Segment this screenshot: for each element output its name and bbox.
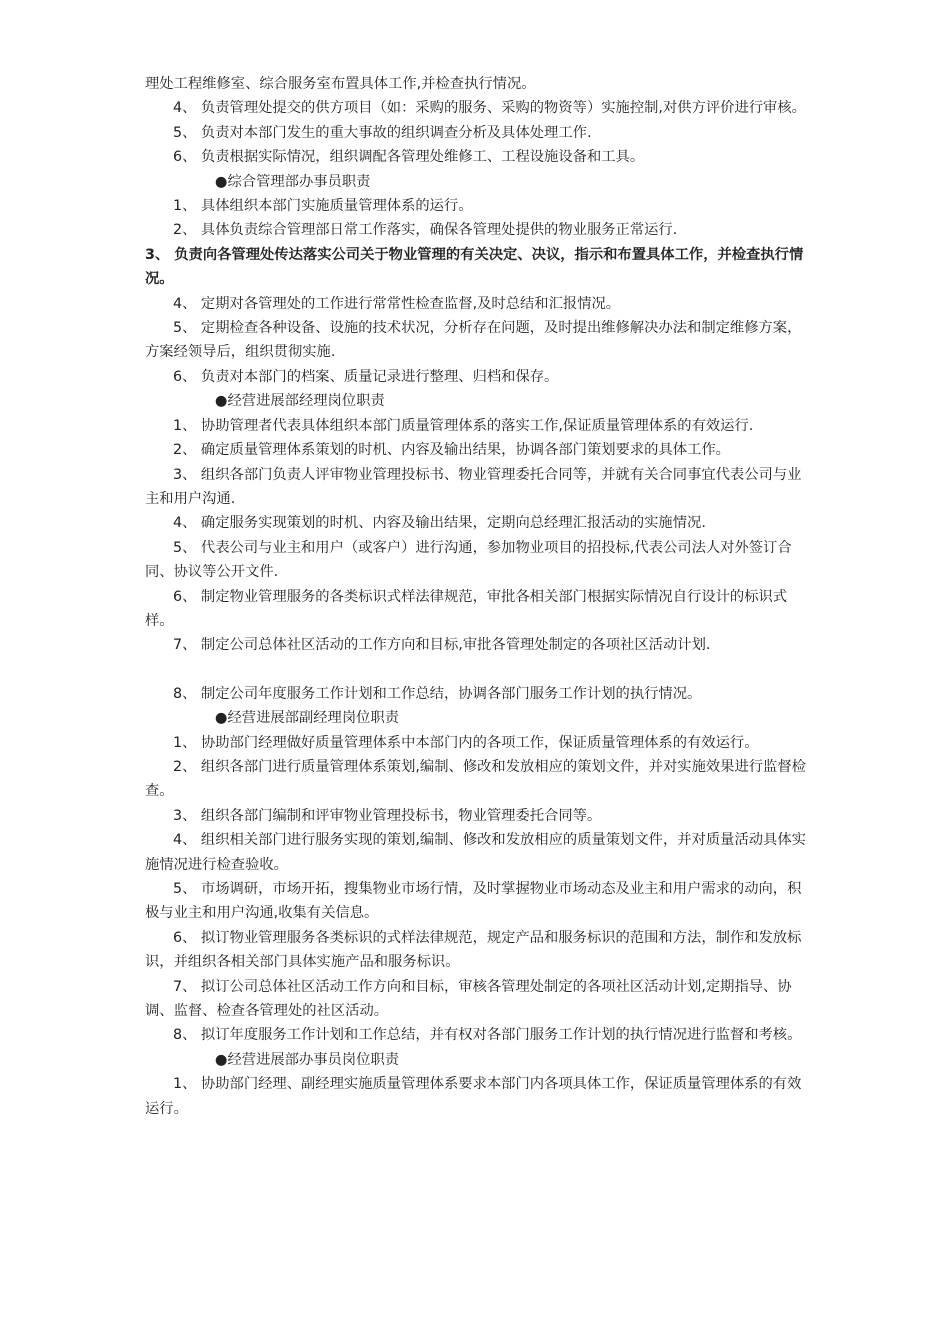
paragraph: 6、 负责根据实际情况，组织调配各管理处维修工、工程设施设备和工具。 — [173, 149, 645, 166]
paragraph: 6、 制定物业管理服务的各类标识式样法律规范，审批各相关部门根据实际情况自行设计的标识式样。 — [145, 588, 788, 629]
paragraph: 6、 负责对本部门的档案、质量记录进行整理、归档和保存。 — [173, 368, 559, 385]
paragraph: 8、 拟订年度服务工作计划和工作总结，并有权对各部门服务工作计划的执行情况进行监督和考核。 — [173, 1027, 802, 1044]
paragraph: 理处工程维修室、综合服务室布置具体工作,并检查执行情况。 — [145, 76, 536, 92]
section-heading: ●经营进展部办事员岗位职责 — [215, 1051, 400, 1068]
paragraph: 3、 组织各部门负责人评审物业管理投标书、物业管理委托合同等，并就有关合同事宜代表公司与业主和用户沟通. — [145, 466, 802, 507]
blank-line — [145, 658, 813, 682]
paragraph: 4、 组织相关部门进行服务实现的策划,编制、修改和发放相应的质量策划文件，并对质量活动具体实施情况进行检查验收。 — [145, 832, 806, 873]
paragraph: 2、 确定质量管理体系策划的时机、内容及输出结果，协调各部门策划要求的具体工作。 — [173, 442, 730, 459]
paragraph: 5、 定期检查各种设备、设施的技术状况，分析存在问题，及时提出维修解决办法和制定维修方案，方案经领导后，组织贯彻实施. — [145, 320, 802, 361]
paragraph: 1、 协助管理者代表具体组织本部门质量管理体系的落实工作,保证质量管理体系的有效运行. — [173, 417, 754, 434]
paragraph: 5、 代表公司与业主和用户（或客户）进行沟通，参加物业项目的招投标,代表公司法人对外签订合同、协议等公开文件. — [145, 539, 792, 581]
paragraph: 1、 具体组织本部门实施质量管理体系的运行。 — [173, 198, 473, 215]
section-heading: ●经营进展部副经理岗位职责 — [215, 710, 400, 727]
section-heading: ●经营进展部经理岗位职责 — [215, 393, 385, 410]
paragraph: 4、 确定服务实现策划的时机、内容及输出结果，定期向总经理汇报活动的实施情况. — [173, 515, 706, 532]
document-body — [145, 72, 813, 1121]
paragraph: 8、 制定公司年度服务工作计划和工作总结，协调各部门服务工作计划的执行情况。 — [173, 685, 702, 702]
paragraph: 4、 定期对各管理处的工作进行常常性检查监督,及时总结和汇报情况。 — [173, 295, 621, 312]
paragraph: 7、 拟订公司总体社区活动工作方向和目标，审核各管理处制定的各项社区活动计划,定期指导、协调、监督、检查各管理处的社区活动。 — [145, 978, 792, 1020]
paragraph: 6、 拟订物业管理服务各类标识的式样法律规范，规定产品和服务标识的范围和方法，制作和发放标识，并组织各相关部门具体实施产品和服务标识。 — [145, 929, 802, 971]
paragraph: 1、 协助部门经理、副经理实施质量管理体系要求本部门内各项具体工作，保证质量管理体系的有效运行。 — [145, 1076, 802, 1117]
paragraph: 2、 组织各部门进行质量管理体系策划,编制、修改和发放相应的策划文件，并对实施效果进行监督检查。 — [145, 758, 806, 800]
paragraph: 4、 负责管理处提交的供方项目（如：采购的服务、采购的物资等）实施控制,对供方评价进行审核。 — [173, 100, 806, 117]
paragraph: 5、 市场调研，市场开拓，搜集物业市场行情，及时掌握物业市场动态及业主和用户需求的动向，积极与业主和用户沟通,收集有关信息。 — [145, 881, 802, 922]
paragraph: 2、 具体负责综合管理部日常工作落实，确保各管理处提供的物业服务正常运行. — [173, 222, 678, 239]
paragraph: 1、 协助部门经理做好质量管理体系中本部门内的各项工作，保证质量管理体系的有效运行。 — [173, 734, 759, 751]
paragraph: 3、 负责向各管理处传达落实公司关于物业管理的有关决定、决议，指示和布置具体工作，并检查执行情况。 — [145, 246, 804, 288]
paragraph: 3、 组织各部门编制和评审物业管理投标书，物业管理委托合同等。 — [173, 807, 602, 824]
paragraph: 5、 负责对本部门发生的重大事故的组织调查分析及具体处理工作. — [173, 124, 592, 141]
paragraph: 7、 制定公司总体社区活动的工作方向和目标,审批各管理处制定的各项社区活动计划. — [173, 637, 711, 654]
section-heading: ●综合管理部办事员职责 — [215, 173, 371, 190]
